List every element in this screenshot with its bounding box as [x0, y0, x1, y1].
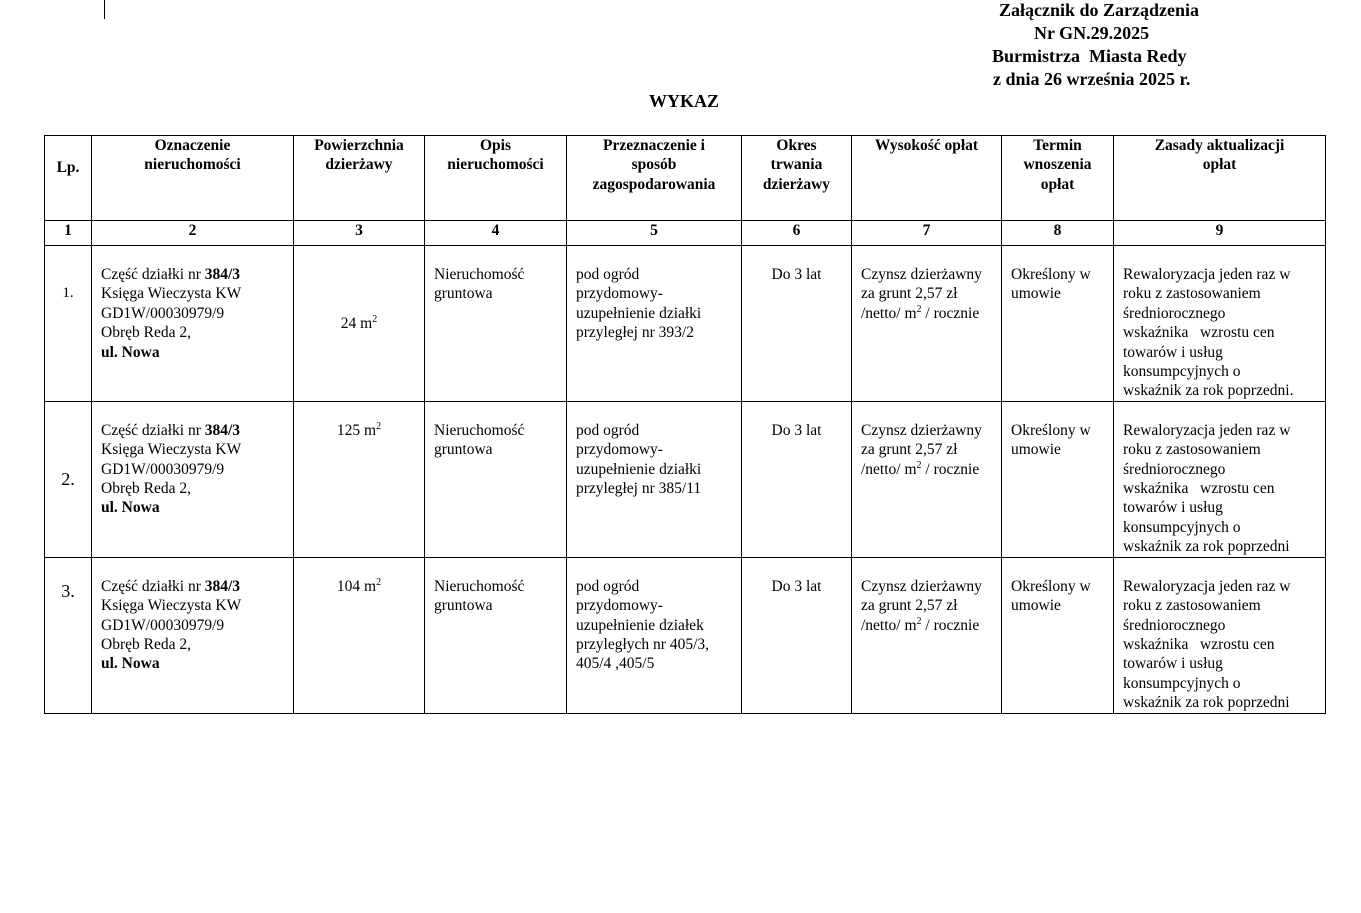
column-number: 7	[852, 221, 1002, 246]
parcel-cell: Część działki nr 384/3 Księga Wieczysta KW GD1W/00030979/9 Obręb Reda 2, ul. Nowa	[92, 246, 294, 402]
fee-cell: Czynsz dzierżawny za grunt 2,57 zł /netto/ $m^2$ / rocznie	[852, 246, 1002, 402]
column-number: 1	[45, 221, 92, 246]
table-row	[45, 246, 1326, 402]
fee-cell: Czynsz dzierżawny za grunt 2,57 zł /netto/ $m^2$ / rocznie	[852, 401, 1002, 557]
purpose-cell: pod ogród przydomowy- uzupełnienie działki przyległej nr 385/11	[567, 401, 742, 557]
area-cell: 104 $m^2$	[294, 557, 425, 713]
column-header: Powierzchnia dzierżawy	[294, 136, 425, 221]
purpose-cell: pod ogród przydomowy- uzupełnienie działki przyległej nr 393/2	[567, 246, 742, 402]
column-number: 2	[92, 221, 294, 246]
table-row	[45, 401, 1326, 557]
column-header: Okres trwania dzierżawy	[742, 136, 852, 221]
term-cell: Określony w umowie	[1002, 246, 1114, 402]
column-header: Lp.	[45, 136, 92, 221]
column-header: Termin wnoszenia opłat	[1002, 136, 1114, 221]
column-header: Oznaczenie nieruchomości	[92, 136, 294, 221]
parcel-cell: Część działki nr 384/3 Księga Wieczysta KW GD1W/00030979/9 Obręb Reda 2, ul. Nowa	[92, 401, 294, 557]
parcel-cell: Część działki nr 384/3 Księga Wieczysta KW GD1W/00030979/9 Obręb Reda 2, ul. Nowa	[92, 557, 294, 713]
header-line-4: z dnia 26 września 2025 r.	[993, 69, 1191, 89]
term-cell: Określony w umowie	[1002, 401, 1114, 557]
row-number-cell	[45, 401, 92, 557]
column-header: Wysokość opłat	[852, 136, 1002, 221]
header-line-3: Burmistrza Miasta Redy	[992, 46, 1187, 66]
row-number: 3.	[61, 580, 75, 601]
period-cell: Do 3 lat	[742, 557, 852, 713]
period-cell: Do 3 lat	[742, 246, 852, 402]
term-cell: Określony w umowie	[1002, 557, 1114, 713]
period-cell: Do 3 lat	[742, 401, 852, 557]
rules-cell: Rewaloryzacja jeden raz w roku z zastosowaniem średniorocznego wskaźnika wzrostu cen towarów i usług konsumpcyjnych o wskaźnik za rok poprzedni.	[1114, 246, 1326, 402]
column-header: Opis nieruchomości	[425, 136, 567, 221]
row-number: 2.	[61, 468, 75, 489]
column-number: 5	[567, 221, 742, 246]
column-number: 8	[1002, 221, 1114, 246]
row-number-cell	[45, 557, 92, 713]
description-cell: Nieruchomość gruntowa	[425, 557, 567, 713]
lease-table	[44, 135, 1326, 714]
row-number-cell	[45, 246, 92, 402]
header-line-2: Nr GN.29.2025	[1034, 23, 1150, 43]
text-cursor	[104, 0, 105, 19]
header-row	[45, 136, 1326, 221]
area-cell: 125 $m^2$	[294, 401, 425, 557]
column-number: 3	[294, 221, 425, 246]
area-cell: 24 $m^2$	[294, 246, 425, 402]
column-number: 4	[425, 221, 567, 246]
header-line-1: Załącznik do Zarządzenia	[999, 0, 1200, 20]
description-cell: Nieruchomość gruntowa	[425, 401, 567, 557]
document-title: WYKAZ	[649, 91, 720, 111]
rules-cell: Rewaloryzacja jeden raz w roku z zastosowaniem średniorocznego wskaźnika wzrostu cen towarów i usług konsumpcyjnych o wskaźnik za rok poprzedni	[1114, 557, 1326, 713]
attachment-header	[980, 0, 1250, 91]
column-header: Zasady aktualizacji opłat	[1114, 136, 1326, 221]
purpose-cell: pod ogród przydomowy- uzupełnienie działek przyległych nr 405/3, 405/4 ,405/5	[567, 557, 742, 713]
column-header: Przeznaczenie i sposób zagospodarowania	[567, 136, 742, 221]
rules-cell: Rewaloryzacja jeden raz w roku z zastosowaniem średniorocznego wskaźnika wzrostu cen towarów i usług konsumpcyjnych o wskaźnik za rok poprzedni	[1114, 401, 1326, 557]
row-number: 1.	[62, 285, 74, 301]
column-number-row	[45, 221, 1326, 246]
fee-cell: Czynsz dzierżawny za grunt 2,57 zł /netto/ $m^2$ / rocznie	[852, 557, 1002, 713]
description-cell: Nieruchomość gruntowa	[425, 246, 567, 402]
column-number: 9	[1114, 221, 1326, 246]
column-number: 6	[742, 221, 852, 246]
table-row	[45, 557, 1326, 713]
